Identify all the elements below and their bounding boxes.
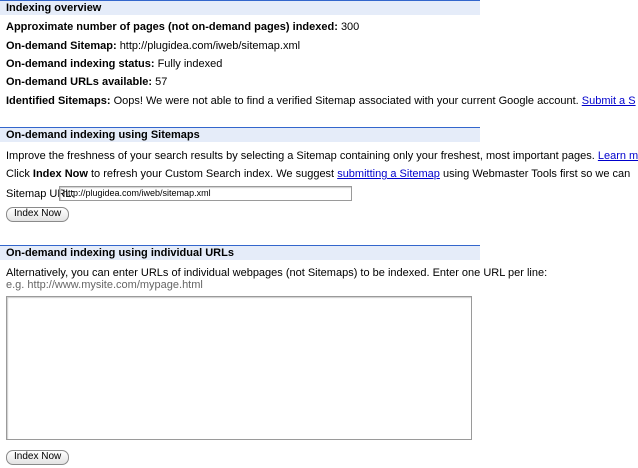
click-middle-text: to refresh your Custom Search index. We suggest [90,168,335,180]
sitemap-url-input[interactable]: http://plugidea.com/iweb/sitemap.xml [59,186,352,201]
index-now-bold-text: Index Now [32,168,88,180]
click-prefix-text: Click [6,168,30,180]
submitting-sitemap-link[interactable]: submitting a Sitemap [337,168,440,180]
identified-sitemaps-value: Oops! We were not able to find a verified Sitemap associated with your current Google account. [113,95,579,107]
urls-available-value: 57 [155,76,168,88]
on-demand-sitemap-row [6,40,300,53]
indexing-status-value: Fully indexed [157,58,223,70]
indexing-status-row [6,58,222,71]
click-suffix-text: using Webmaster Tools first so we can [442,168,631,180]
pages-indexed-value: 300 [340,21,360,33]
identified-sitemaps-row [6,95,636,108]
index-now-button[interactable]: Index Now [6,207,69,222]
individual-urls-textarea[interactable] [6,296,472,440]
indexing-overview-header: Indexing overview [0,0,480,15]
learn-more-link[interactable]: Learn m [597,150,638,162]
pages-indexed-label: Approximate number of pages (not on-demand pages) indexed: [6,21,338,33]
index-now-instructions-row [6,168,630,181]
individual-urls-section-header: On-demand indexing using individual URLs [0,245,480,260]
index-now-urls-button[interactable]: Index Now [6,450,69,465]
on-demand-sitemap-value: http://plugidea.com/iweb/sitemap.xml [119,40,301,52]
sitemaps-intro-text: Improve the freshness of your search results by selecting a Sitemap containing only your freshest, most important pages. [6,150,595,162]
submit-sitemap-link[interactable]: Submit a S [581,95,636,107]
on-demand-sitemap-label: On-demand Sitemap: [6,40,117,52]
sitemaps-intro-row [6,150,638,163]
urls-available-row [6,76,167,89]
pages-indexed-row [6,21,359,34]
urls-available-label: On-demand URLs available: [6,76,153,88]
individual-urls-example: e.g. http://www.mysite.com/mypage.html [6,279,203,291]
sitemaps-section-header: On-demand indexing using Sitemaps [0,127,480,142]
identified-sitemaps-label: Identified Sitemaps: [6,95,111,107]
sitemap-url-label: Sitemap URL: [6,188,75,200]
individual-urls-intro: Alternatively, you can enter URLs of individual webpages (not Sitemaps) to be indexed. Enter one URL per line: [6,267,548,279]
indexing-status-label: On-demand indexing status: [6,58,155,70]
